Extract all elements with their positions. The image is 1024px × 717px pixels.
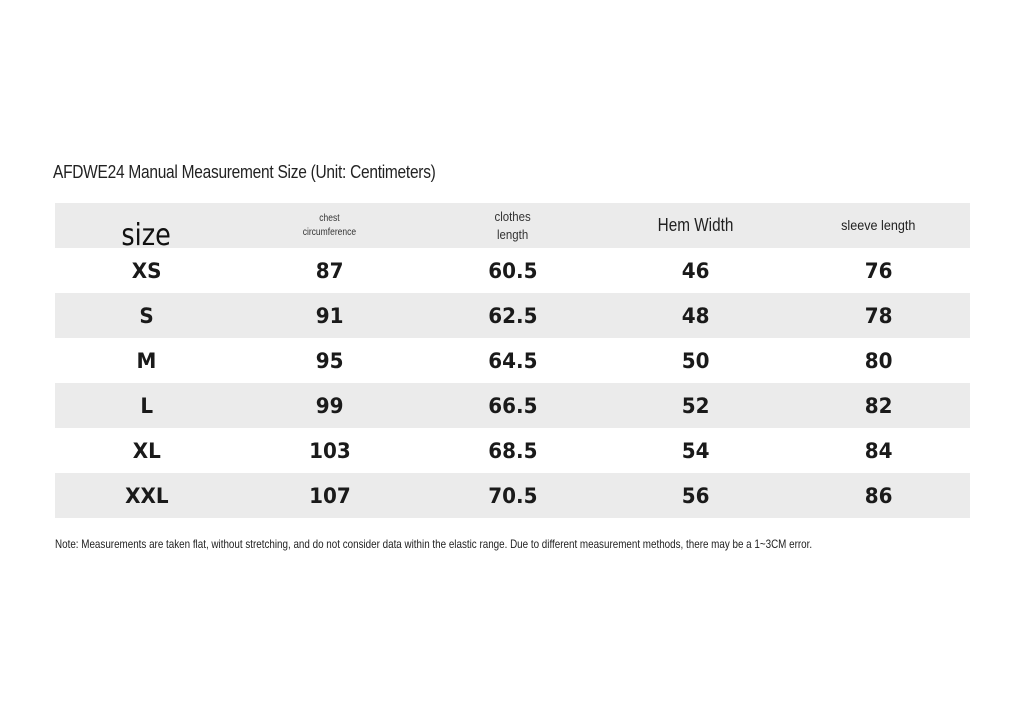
size-chart-table [55, 203, 970, 518]
cell-size [55, 293, 238, 338]
cell-length-value: 62.5 [487, 303, 538, 328]
cell-sleeve [787, 248, 970, 293]
cell-length-value: 70.5 [487, 483, 538, 508]
cell-length [421, 473, 604, 518]
cell-hem [604, 428, 787, 473]
cell-sleeve [787, 293, 970, 338]
header-size [55, 203, 238, 253]
header-chest-line2: circumference [302, 226, 357, 238]
header-clothes-line1: clothes [494, 208, 531, 224]
header-sleeve-length [787, 203, 970, 248]
cell-length-value: 60.5 [487, 258, 538, 283]
cell-chest-value: 99 [315, 393, 344, 418]
cell-length [421, 383, 604, 428]
table-row [55, 428, 970, 473]
cell-sleeve-value: 86 [864, 483, 893, 508]
table-row [55, 383, 970, 428]
table-row [55, 473, 970, 518]
cell-chest [238, 428, 421, 473]
cell-size [55, 428, 238, 473]
cell-size-value: M [136, 348, 157, 373]
cell-sleeve [787, 383, 970, 428]
page-title: AFDWE24 Manual Measurement Size (Unit: Centimeters) [53, 162, 436, 182]
cell-size-value: L [140, 393, 153, 418]
cell-chest-value: 91 [315, 303, 344, 328]
cell-hem-value: 54 [681, 438, 710, 463]
header-hem-width [604, 203, 787, 248]
cell-hem [604, 338, 787, 383]
cell-hem [604, 293, 787, 338]
cell-sleeve [787, 338, 970, 383]
table-row [55, 293, 970, 338]
header-hem-label: Hem Width [657, 215, 734, 235]
cell-chest-value: 107 [308, 483, 351, 508]
cell-sleeve-value: 76 [864, 258, 893, 283]
cell-chest [238, 248, 421, 293]
cell-hem-value: 48 [681, 303, 710, 328]
cell-sleeve-value: 84 [864, 438, 893, 463]
cell-size-value: S [139, 303, 154, 328]
cell-length [421, 293, 604, 338]
cell-length [421, 428, 604, 473]
header-sleeve-label: sleeve length [841, 216, 916, 233]
cell-hem-value: 52 [681, 393, 710, 418]
cell-hem-value: 56 [681, 483, 710, 508]
cell-sleeve [787, 473, 970, 518]
cell-chest [238, 338, 421, 383]
cell-hem [604, 248, 787, 293]
cell-size [55, 248, 238, 293]
cell-length-value: 66.5 [487, 393, 538, 418]
table-row [55, 248, 970, 293]
cell-chest-value: 95 [315, 348, 344, 373]
header-clothes-label [494, 208, 530, 244]
cell-hem [604, 473, 787, 518]
cell-size [55, 473, 238, 518]
header-chest-label [303, 212, 356, 240]
cell-sleeve-value: 82 [864, 393, 893, 418]
cell-size-value: XL [132, 438, 161, 463]
header-chest [238, 203, 421, 248]
cell-length-value: 68.5 [487, 438, 538, 463]
cell-length [421, 338, 604, 383]
cell-sleeve-value: 80 [864, 348, 893, 373]
cell-size [55, 338, 238, 383]
cell-chest [238, 383, 421, 428]
header-clothes-line2: length [496, 226, 529, 242]
header-clothes-length [421, 203, 604, 248]
cell-sleeve [787, 428, 970, 473]
cell-chest-value: 87 [315, 258, 344, 283]
cell-sleeve-value: 78 [864, 303, 893, 328]
table-row [55, 338, 970, 383]
header-size-label: size [121, 217, 172, 253]
cell-chest [238, 293, 421, 338]
header-chest-line1: chest [319, 212, 340, 224]
cell-hem-value: 46 [681, 258, 710, 283]
cell-hem-value: 50 [681, 348, 710, 373]
cell-size [55, 383, 238, 428]
measurement-note: Note: Measurements are taken flat, without stretching, and do not consider data within the elastic range. Due to different measurement methods, there may be a 1~3CM error. [55, 537, 813, 551]
cell-chest-value: 103 [308, 438, 351, 463]
cell-length [421, 248, 604, 293]
cell-size-value: XXL [124, 483, 169, 508]
cell-hem [604, 383, 787, 428]
table-header-row [55, 203, 970, 248]
cell-size-value: XS [131, 258, 162, 283]
cell-chest [238, 473, 421, 518]
cell-length-value: 64.5 [487, 348, 538, 373]
